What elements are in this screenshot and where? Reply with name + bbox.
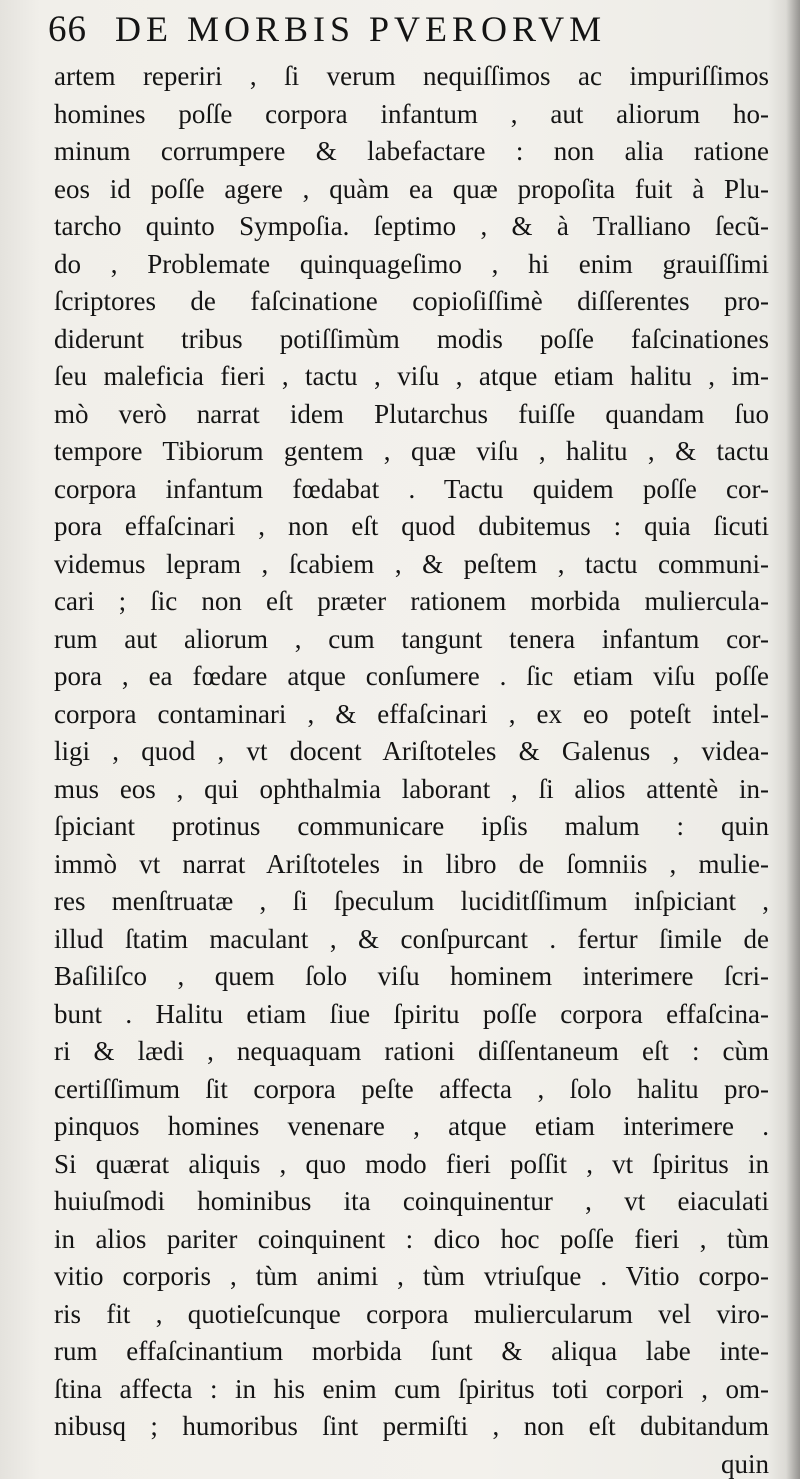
catchword: quin — [720, 1448, 769, 1479]
text-line: artem reperiri , ſi verum nequiſſimos ac impuriſſimos — [54, 61, 769, 91]
text-line: homines poſſe corpora infantum , aut aliorum ho- — [54, 98, 769, 129]
text-line: certiſſimum ſit corpora peſte affecta , ſolo halitu pro- — [54, 1073, 769, 1104]
text-line: illud ſtatim maculant , & conſpurcant . fertur ſimile de — [54, 923, 769, 954]
text-line: diderunt tribus potiſſimùm modis poſſe faſcinationes — [54, 323, 769, 354]
text-line: ri & lædi , nequaquam rationi diſſentaneum eſt : cùm — [54, 1036, 769, 1066]
text-line: nibusq ; humoribus ſint permiſti , non eſt dubitandum — [54, 1411, 769, 1441]
running-title: DE MORBIS PVERORVM — [115, 9, 607, 49]
text-line: res menſtruatæ , ſi ſpeculum luciditſſimum inſpiciant , — [54, 886, 769, 916]
page-number: 66 — [48, 9, 87, 50]
text-line: immò vt narrat Ariſtoteles in libro de ſomniis , mulie- — [54, 848, 769, 879]
text-line: pora , ea fœdare atque conſumere . ſic etiam viſu poſſe — [54, 661, 769, 691]
text-line: rum effaſcinantium morbida ſunt & aliqua labe inte- — [54, 1336, 769, 1366]
text-line: pinquos homines venenare , atque etiam interimere . — [54, 1111, 769, 1141]
text-line: Si quærat aliquis , quo modo fieri poſſit , vt ſpiritus in — [54, 1148, 769, 1179]
text-line: eos id poſſe agere , quàm ea quæ propoſita fuit à Plu- — [54, 173, 769, 204]
text-line: huiuſmodi hominibus ita coinquinentur , vt eiaculati — [54, 1186, 769, 1216]
text-line: ligi , quod , vt docent Ariſtoteles & Galenus , videa- — [54, 736, 769, 766]
page-header — [48, 8, 606, 54]
text-line: rum aut aliorum , cum tangunt tenera infantum cor- — [54, 623, 769, 654]
text-line: tempore Tibiorum gentem , quæ viſu , halitu , & tactu — [54, 436, 769, 466]
text-line: in alios pariter coinquinent : dico hoc poſſe fieri , tùm — [54, 1223, 769, 1254]
text-line: pora effaſcinari , non eſt quod dubitemus : quia ſicuti — [54, 511, 769, 541]
text-line: corpora infantum fœdabat . Tactu quidem poſſe cor- — [54, 473, 769, 504]
text-line: bunt . Halitu etiam ſiue ſpiritu poſſe corpora effaſcina- — [54, 998, 769, 1029]
body-text — [54, 58, 769, 1479]
text-line: minum corrumpere & labefactare : non alia ratione — [54, 136, 769, 166]
text-line: do , Problemate quinquageſimo , hi enim grauiſſimi — [54, 248, 769, 279]
text-line: mus eos , qui ophthalmia laborant , ſi alios attentè in- — [54, 773, 769, 804]
text-line: mò verò narrat idem Plutarchus fuiſſe quandam ſuo — [54, 398, 769, 429]
text-line: cari ; ſic non eſt præter rationem morbida muliercula- — [54, 586, 769, 616]
text-line: ſeu maleficia fieri , tactu , viſu , atque etiam halitu , im- — [54, 361, 769, 391]
text-line: videmus lepram , ſcabiem , & peſtem , tactu communi- — [54, 548, 769, 579]
text-line: ſtina affecta : in his enim cum ſpiritus toti corpori , om- — [54, 1373, 769, 1404]
text-line: tarcho quinto Sympoſia. ſeptimo , & à Tralliano ſecũ- — [54, 211, 769, 241]
text-line: vitio corporis , tùm animi , tùm vtriuſque . Vitio corpo- — [54, 1261, 769, 1291]
text-line: ris fit , quotieſcunque corpora muliercularum vel viro- — [54, 1298, 769, 1329]
text-line: ſcriptores de faſcinatione copioſiſſimè diſſerentes pro- — [54, 286, 769, 316]
text-line: Baſiliſco , quem ſolo viſu hominem interimere ſcri- — [54, 961, 769, 991]
text-line: ſpiciant protinus communicare ipſis malum : quin — [54, 811, 769, 841]
text-line: corpora contaminari , & effaſcinari , ex eo poteſt intel- — [54, 698, 769, 729]
